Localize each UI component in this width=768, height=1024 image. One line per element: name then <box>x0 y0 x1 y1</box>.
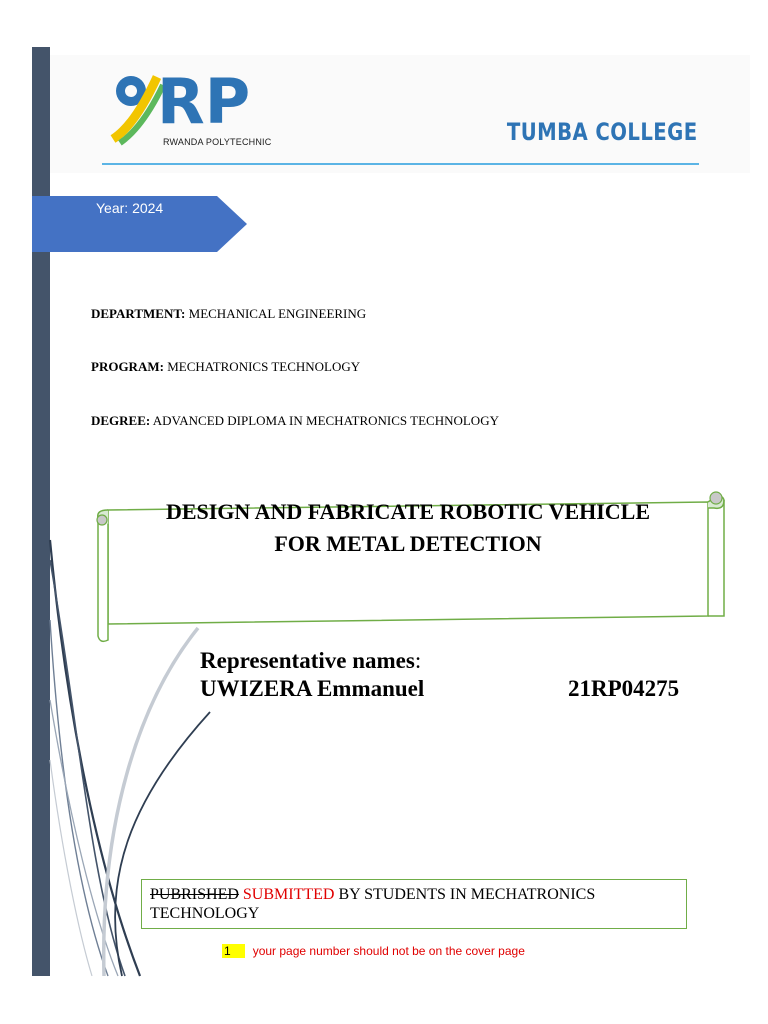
program-value: MECHATRONICS TECHNOLOGY <box>163 359 361 374</box>
title-line-2: FOR METAL DETECTION <box>274 531 542 556</box>
department-label: DEPARTMENT: <box>91 306 186 321</box>
representatives-heading: Representative names: <box>200 648 422 673</box>
logo-letters: RP <box>157 65 251 138</box>
department-value: MECHANICAL ENGINEERING <box>185 306 367 321</box>
reviewer-comment <box>222 944 525 958</box>
comment-text: your page number should not be on the cover page <box>252 944 525 958</box>
representative-id: 21RP04275 <box>568 676 680 701</box>
college-name: TUMBA COLLEGE <box>507 118 698 146</box>
submission-rest: BY STUDENTS IN MECHATRONICS TECHNOLOGY <box>150 886 596 922</box>
degree-label: DEGREE: <box>91 413 151 428</box>
project-title <box>110 496 706 560</box>
title-line-1: DESIGN AND FABRICATE ROBOTIC VEHICLE <box>165 499 651 524</box>
struck-word: PUBRISHED <box>150 886 239 903</box>
comment-number: 1 <box>222 944 245 958</box>
submission-box <box>141 879 687 929</box>
degree-value: ADVANCED DIPLOMA IN MECHATRONICS TECHNOLOGY <box>150 413 499 428</box>
representative-name: UWIZERA Emmanuel <box>200 676 425 701</box>
year-label: Year: 2024 <box>96 200 164 216</box>
logo-subtitle: RWANDA POLYTECHNIC <box>163 137 272 147</box>
representative-name-clipped <box>200 676 700 701</box>
corrected-word: SUBMITTED <box>242 886 335 903</box>
program-label: PROGRAM: <box>91 359 164 374</box>
representatives-label: Representative names <box>200 648 415 673</box>
